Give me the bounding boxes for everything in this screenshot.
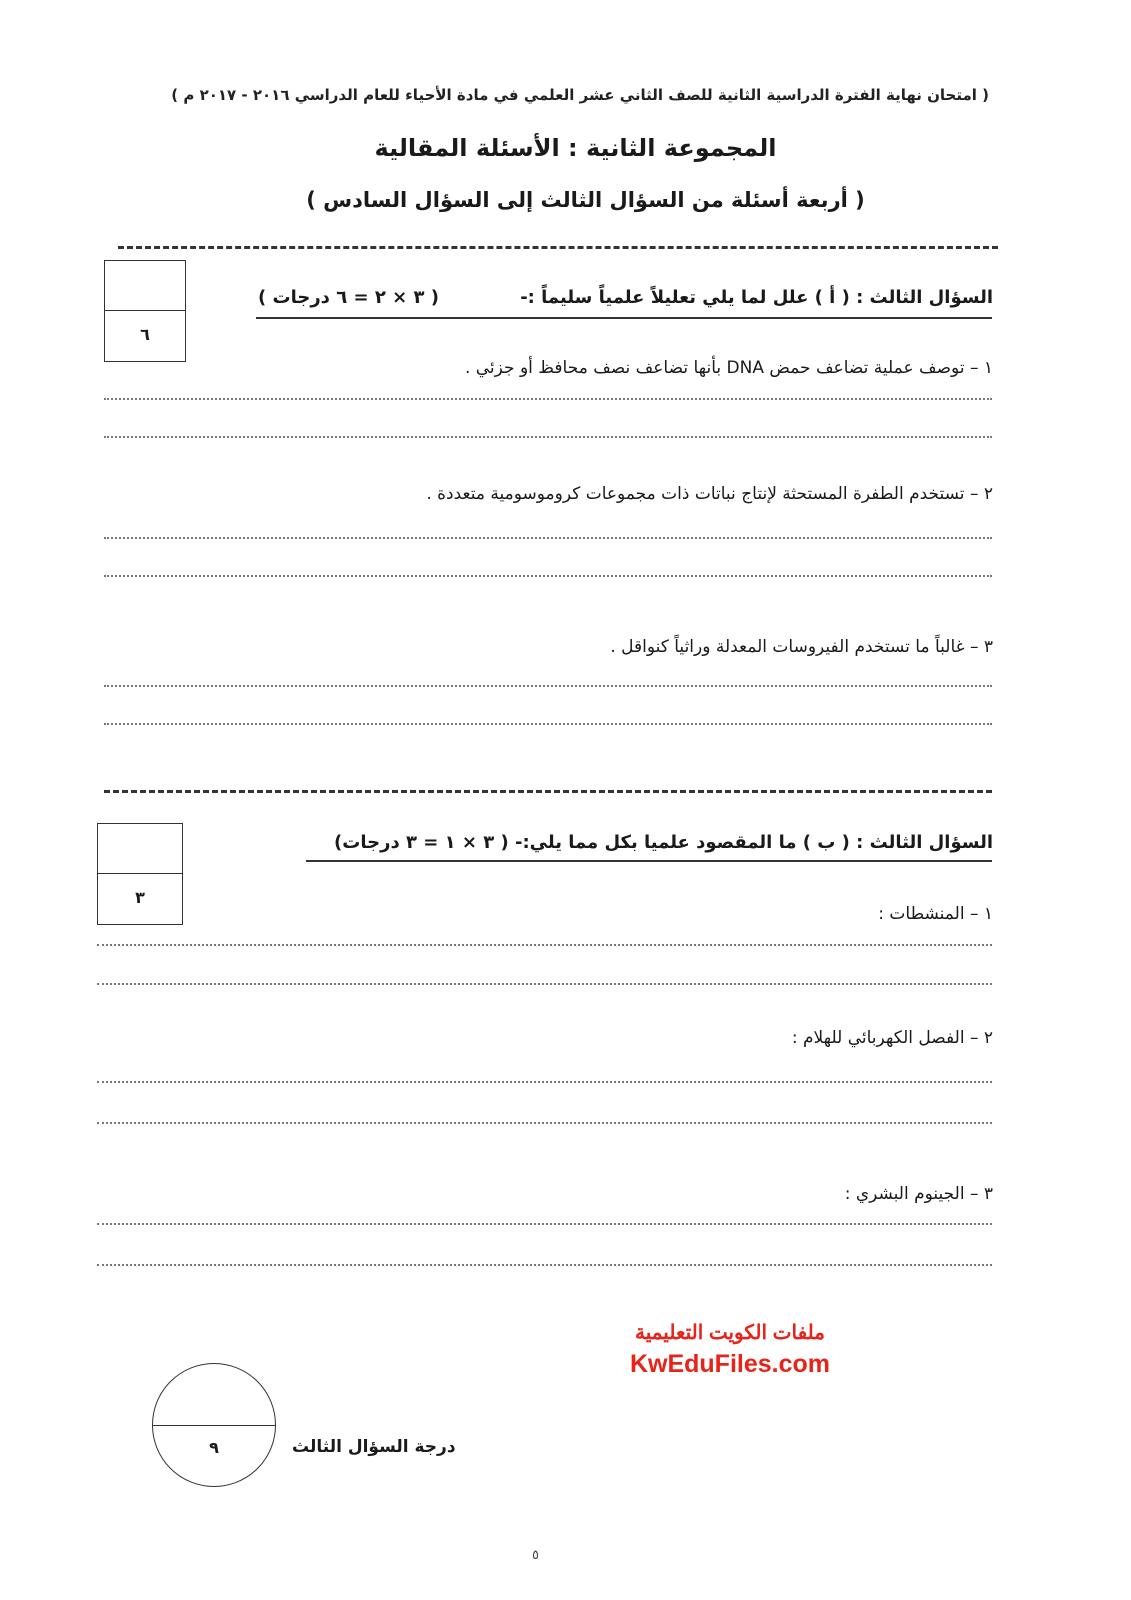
total-score-label: درجة السؤال الثالث <box>292 1437 456 1457</box>
section-a-heading: السؤال الثالث : ( أ ) علل لما يلي تعليلاً علمياً سليماً :- <box>520 287 993 308</box>
answer-line[interactable] <box>97 983 992 985</box>
group-title: المجموعة الثانية : الأسئلة المقالية <box>374 134 777 162</box>
answer-line[interactable] <box>104 685 992 687</box>
dashed-separator-top <box>118 246 998 249</box>
exam-title: ( امتحان نهاية الفترة الدراسية الثانية للصف الثاني عشر العلمي في مادة الأحياء للعام الدراسي ٢٠١٦ - ٢٠١٧ م ) <box>171 86 989 104</box>
score-box-a-value: ٦ <box>140 325 150 344</box>
dashed-separator-middle <box>104 790 992 793</box>
total-score-value: ٩ <box>209 1438 219 1457</box>
watermark-arabic: ملفات الكويت التعليمية <box>634 1322 826 1344</box>
total-score-circle <box>152 1363 276 1487</box>
answer-line[interactable] <box>104 575 992 577</box>
section-b-item-2: ٢ – الفصل الكهربائي للهلام : <box>791 1028 993 1048</box>
section-b-item-1: ١ – المنشطات : <box>878 904 993 924</box>
answer-line[interactable] <box>97 1081 992 1083</box>
section-a-marks: ( ٣ × ٢ = ٦ درجات ) <box>258 287 439 308</box>
answer-line[interactable] <box>97 1264 992 1266</box>
answer-line[interactable] <box>104 537 992 539</box>
score-box-b-blank <box>98 824 182 874</box>
score-box-b-value: ٣ <box>135 888 145 907</box>
watermark-latin: KwEduFiles.com <box>629 1350 831 1378</box>
group-subtitle: ( أربعة أسئلة من السؤال الثالث إلى السؤال السادس ) <box>306 188 865 212</box>
score-box-a-blank <box>105 261 185 311</box>
section-a-heading-underline <box>256 317 992 319</box>
section-a-item-2: ٢ – تستخدم الطفرة المستحثة لإنتاج نباتات ذات مجموعات كروموسومية متعددة . <box>426 484 993 504</box>
score-box-b <box>97 823 183 925</box>
answer-line[interactable] <box>104 398 992 400</box>
answer-line[interactable] <box>97 1223 992 1225</box>
section-b-heading-underline <box>306 860 992 862</box>
answer-line[interactable] <box>97 944 992 946</box>
section-b-item-3: ٣ – الجينوم البشري : <box>844 1184 993 1204</box>
answer-line[interactable] <box>104 723 992 725</box>
section-a-item-3: ٣ – غالباً ما تستخدم الفيروسات المعدلة وراثياً كنواقل . <box>610 637 993 657</box>
section-a-item-1: ١ – توصف عملية تضاعف حمض DNA بأنها تضاعف نصف محافظ أو جزئي . <box>464 358 993 378</box>
answer-line[interactable] <box>97 1122 992 1124</box>
total-score-circle-divider <box>153 1425 275 1426</box>
score-box-a <box>104 260 186 362</box>
answer-line[interactable] <box>104 436 992 438</box>
page-number: ٥ <box>532 1548 539 1563</box>
section-b-heading: السؤال الثالث : ( ب ) ما المقصود علميا بكل مما يلي:- ( ٣ × ١ = ٣ درجات) <box>334 832 993 853</box>
